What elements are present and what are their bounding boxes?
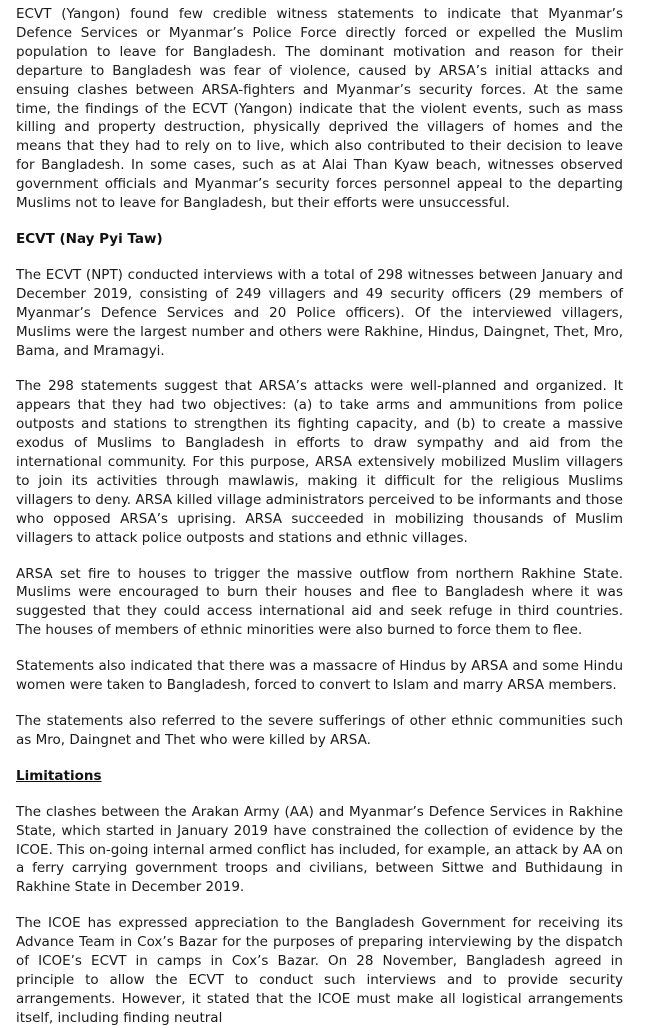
paragraph-npt-house-burning: ARSA set fire to houses to trigger the massive outflow from northern Rakhine State. Muslims were encouraged to burn their houses and flee to Bangladesh where it was suggested that they could access international aid and seek refuge in third countries. The houses of members of ethnic minorities were also burned to force them to flee.: [16, 565, 623, 639]
paragraph-npt-ethnic-sufferings: The statements also referred to the severe sufferings of other ethnic communities such as Mro, Daingnet and Thet who were killed by ARSA.: [16, 713, 623, 748]
paragraph-limitations-clashes: The clashes between the Arakan Army (AA) and Myanmar’s Defence Services in Rakhine State, which started in January 2019 have constrained the collection of evidence by the ICOE. This on-going internal armed conflict has included, for example, an attack by AA on a ferry carrying government troops and civilians, between Sittwe and Buthidaung in Rakhine State in December 2019.: [16, 803, 623, 896]
paragraph-limitations-bangladesh: The ICOE has expressed appreciation to the Bangladesh Government for receiving its Advance Team in Cox’s Bazar for the purposes of preparing interviewing by the dispatch of ICOE’s ECVT in camps in Cox’s Bazar. On 28 November, Bangladesh agreed in principle to allow the ECVT to conduct such interviews and to provide security arrangements. However, it stated that the ICOE must make all logistical arrangements itself, including finding neutral: [16, 915, 623, 1026]
paragraph-npt-interviews: The ECVT (NPT) conducted interviews with a total of 298 witnesses between January and December 2019, consisting of 249 villagers and 49 security officers (29 members of Myanmar’s Defence Services and 20 Police officers). Of the interviewed villagers, Muslims were the largest number and others were Rakhine, Hindus, Daingnet, Thet, Mro, Bama, and Mramagyi.: [16, 266, 623, 359]
paragraph-yangon-findings: ECVT (Yangon) found few credible witness statements to indicate that Myanmar’s Defence Services or Myanmar’s Police Force directly forced or expelled the Muslim population to leave for Bangladesh. The dominant motivation and reason for their departure to Bangladesh was fear of violence, caused by ARSA’s initial attacks and ensuing clashes between ARSA-fighters and Myanmar’s security forces. At the same time, the findings of the ECVT (Yangon) indicate that the violent events, such as mass killing and property destruction, physically deprived the villagers of homes and the means that they had to rely on to live, which also contributed to their decision to leave for Bangladesh. In some cases, such as at Alai Than Kyaw beach, witnesses observed government officials and Myanmar’s security forces personnel appeal to the departing Muslims not to leave for Bangladesh, but their efforts were unsuccessful.: [16, 6, 623, 212]
document-page: [16, 5, 623, 1028]
paragraph-npt-hindu-massacre: Statements also indicated that there was a massacre of Hindus by ARSA and some Hindu women were taken to Bangladesh, forced to convert to Islam and marry ARSA members.: [16, 658, 623, 694]
heading-ecvt-nay-pyi-taw: ECVT (Nay Pyi Taw): [16, 230, 163, 247]
heading-limitations: Limitations: [16, 767, 102, 784]
paragraph-npt-arsa-objectives: The 298 statements suggest that ARSA’s attacks were well-planned and organized. It appears that they had two objectives: (a) to take arms and ammunitions from police outposts and stations to strengthen its fighting capacity, and (b) to create a massive exodus of Muslims to Bangladesh in efforts to draw sympathy and aid from the international community. For this purpose, ARSA extensively mobilized Muslim villagers to join its activities through mawlawis, making it difficult for the religious Muslims villagers to deny. ARSA killed village administrators perceived to be informants and those who opposed ARSA’s uprising. ARSA succeeded in mobilizing thousands of Muslim villagers to attack police outposts and stations and ethnic villages.: [16, 378, 623, 546]
